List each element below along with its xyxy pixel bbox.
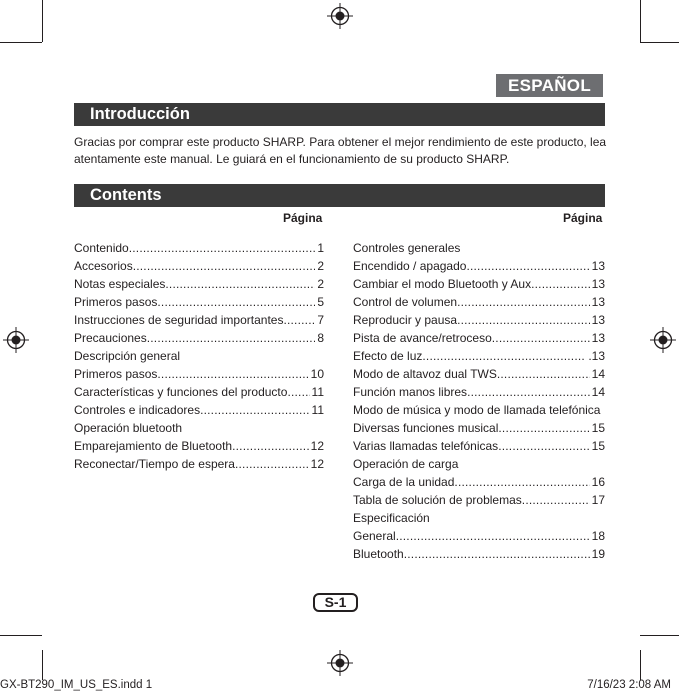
toc-leader-dots [404,545,590,563]
toc-entry [353,509,605,527]
toc-entry-page: 12 [310,439,324,453]
toc-entry-page: 5 [317,295,324,309]
toc-entry [74,293,324,311]
crop-mark [0,635,42,636]
toc-entry-title: Controles generales [353,241,461,255]
toc-entry-title: Controles e indicadores [74,403,201,417]
toc-leader-dots [457,293,590,311]
toc-entry-title: Tabla de solución de problemas [353,493,522,507]
toc-entry-page: 2 [317,259,324,273]
intro-heading: Introducción [74,103,605,126]
toc-leader-dots [454,473,589,491]
toc-entry-title: Pista de avance/retroceso [353,331,492,345]
toc-left-column [74,239,324,473]
toc-leader-dots [200,401,309,419]
toc-leader-dots [498,437,589,455]
toc-entry-title: Cambiar el modo Bluetooth y Aux [353,277,532,291]
toc-leader-dots [498,419,589,437]
toc-entry-page: 15 [591,421,605,435]
toc-entry-title: Descripción general [74,349,181,363]
toc-entry [353,347,605,365]
toc-entry [74,401,324,419]
toc-entry-page: 7 [317,313,324,327]
toc-leader-dots [287,383,309,401]
toc-entry [74,437,324,455]
toc-entry-title: Especificación [353,511,430,525]
toc-leader-dots [157,293,315,311]
toc-entry-page: 13 [591,313,605,327]
slug-filename: GX-BT290_IM_US_ES.indd 1 [0,679,153,691]
toc-entry-title: Reproducir y pausa [353,313,458,327]
toc-entry-page: 1 [317,241,324,255]
toc-entry-title: Encendido / apagado [353,259,467,273]
crop-mark [640,42,679,43]
toc-entry-title: Primeros pasos [74,295,158,309]
toc-entry [353,275,605,293]
toc-leader-dots [422,347,586,365]
registration-mark-icon [3,327,29,353]
toc-leader-dots [283,311,315,329]
toc-entry [353,473,605,491]
contents-heading: Contents [74,184,605,207]
toc-entry-page: 2 [317,277,324,291]
toc-entry [74,419,324,437]
toc-entry-page: 11 [311,385,324,399]
intro-text: Gracias por comprar este producto SHARP. Para obtener el mejor rendimiento de este producto, lea atentamente este manual. Le guiará en el funcionamiento de su producto SHARP. [74,135,607,166]
toc-leader-dots [522,491,590,509]
toc-entry-title: Modo de música y modo de llamada telefónica [353,403,601,417]
toc-entry [353,257,605,275]
toc-entry-page: 19 [591,547,605,561]
toc-right-column [353,239,605,563]
crop-mark [42,0,43,42]
toc-entry-page: 11 [311,403,324,417]
toc-entry-title: Diversas funciones musical [353,421,499,435]
toc-entry-title: Control de volumen [353,295,458,309]
toc-entry-title: Operación bluetooth [74,421,183,435]
toc-leader-dots [165,275,315,293]
toc-entry [74,383,324,401]
toc-entry-title: Bluetooth [353,547,404,561]
toc-entry [353,311,605,329]
toc-entry-title: Modo de altavoz dual TWS [353,367,497,381]
toc-entry [74,365,324,383]
toc-entry-title: Notas especiales [74,277,166,291]
toc-entry-title: Características y funciones del producto [74,385,288,399]
toc-entry [74,257,324,275]
toc-leader-dots [492,329,590,347]
toc-entry [74,329,324,347]
toc-leader-dots [157,365,308,383]
toc-entry-page: 15 [591,439,605,453]
toc-entry-page: 8 [317,331,324,345]
toc-entry-title: Instrucciones de seguridad importantes [74,313,284,327]
toc-entry-page: 13 [591,277,605,291]
toc-entry-title: Operación de carga [353,457,459,471]
crop-mark [42,650,43,680]
toc-leader-dots [467,383,590,401]
toc-entry-page: 13 [591,259,605,273]
crop-mark [640,635,679,636]
toc-entry [353,419,605,437]
crop-mark [640,650,641,680]
registration-mark-icon [650,327,676,353]
toc-entry [74,347,324,365]
toc-entry-page: 12 [310,457,324,471]
toc-entry-title: Varias llamadas telefónicas [353,439,499,453]
toc-entry [353,365,605,383]
toc-entry-page: 13 [591,331,605,345]
slug-timestamp: 7/16/23 2:08 AM [587,679,671,691]
toc-entry-title: Reconectar/Tiempo de espera [74,457,235,471]
toc-entry-page: 14 [591,367,605,381]
toc-leader-dots [133,257,316,275]
toc-entry-title: Precauciones [74,331,147,345]
toc-entry [353,383,605,401]
toc-entry-title: Efecto de luz [353,349,423,363]
toc-entry-page: 10 [310,367,324,381]
toc-leader-dots [497,365,590,383]
toc-leader-dots [466,257,589,275]
toc-entry [353,329,605,347]
toc-entry-title: Función manos libres [353,385,468,399]
toc-leader-dots [232,437,309,455]
registration-mark-icon [327,650,353,676]
toc-entry-page: 14 [591,385,605,399]
toc-entry-title: Emparejamiento de Bluetooth [74,439,233,453]
toc-entry [353,455,605,473]
toc-leader-dots [457,311,590,329]
toc-leader-dots [235,455,309,473]
toc-entry [74,275,324,293]
toc-entry [353,491,605,509]
toc-entry [353,239,605,257]
toc-entry [353,293,605,311]
toc-entry [74,239,324,257]
toc-entry [353,545,605,563]
toc-entry [74,311,324,329]
language-tab: ESPAÑOL [496,74,603,97]
page-column-label: Página [563,211,603,225]
crop-mark [0,42,42,43]
page-number: S-1 [313,593,358,612]
toc-entry [74,455,324,473]
toc-entry-title: Contenido [74,241,129,255]
crop-mark [640,0,641,42]
toc-entry-title: General [353,529,396,543]
toc-entry-page: .13 [588,349,605,363]
registration-mark-icon [327,3,353,29]
toc-entry [353,527,605,545]
toc-leader-dots [396,527,590,545]
toc-entry-page: 13 [591,295,605,309]
toc-entry-title: Accesorios [74,259,133,273]
toc-leader-dots [129,239,316,257]
toc-entry-page: 16 [591,475,605,489]
toc-entry [353,437,605,455]
toc-leader-dots [147,329,316,347]
toc-entry-title: Primeros pasos [74,367,158,381]
toc-entry-title: Carga de la unidad [353,475,455,489]
toc-entry-page: 18 [591,529,605,543]
page-column-label: Página [283,211,323,225]
toc-leader-dots [531,275,590,293]
toc-entry [353,401,605,419]
toc-entry-page: 17 [591,493,605,507]
